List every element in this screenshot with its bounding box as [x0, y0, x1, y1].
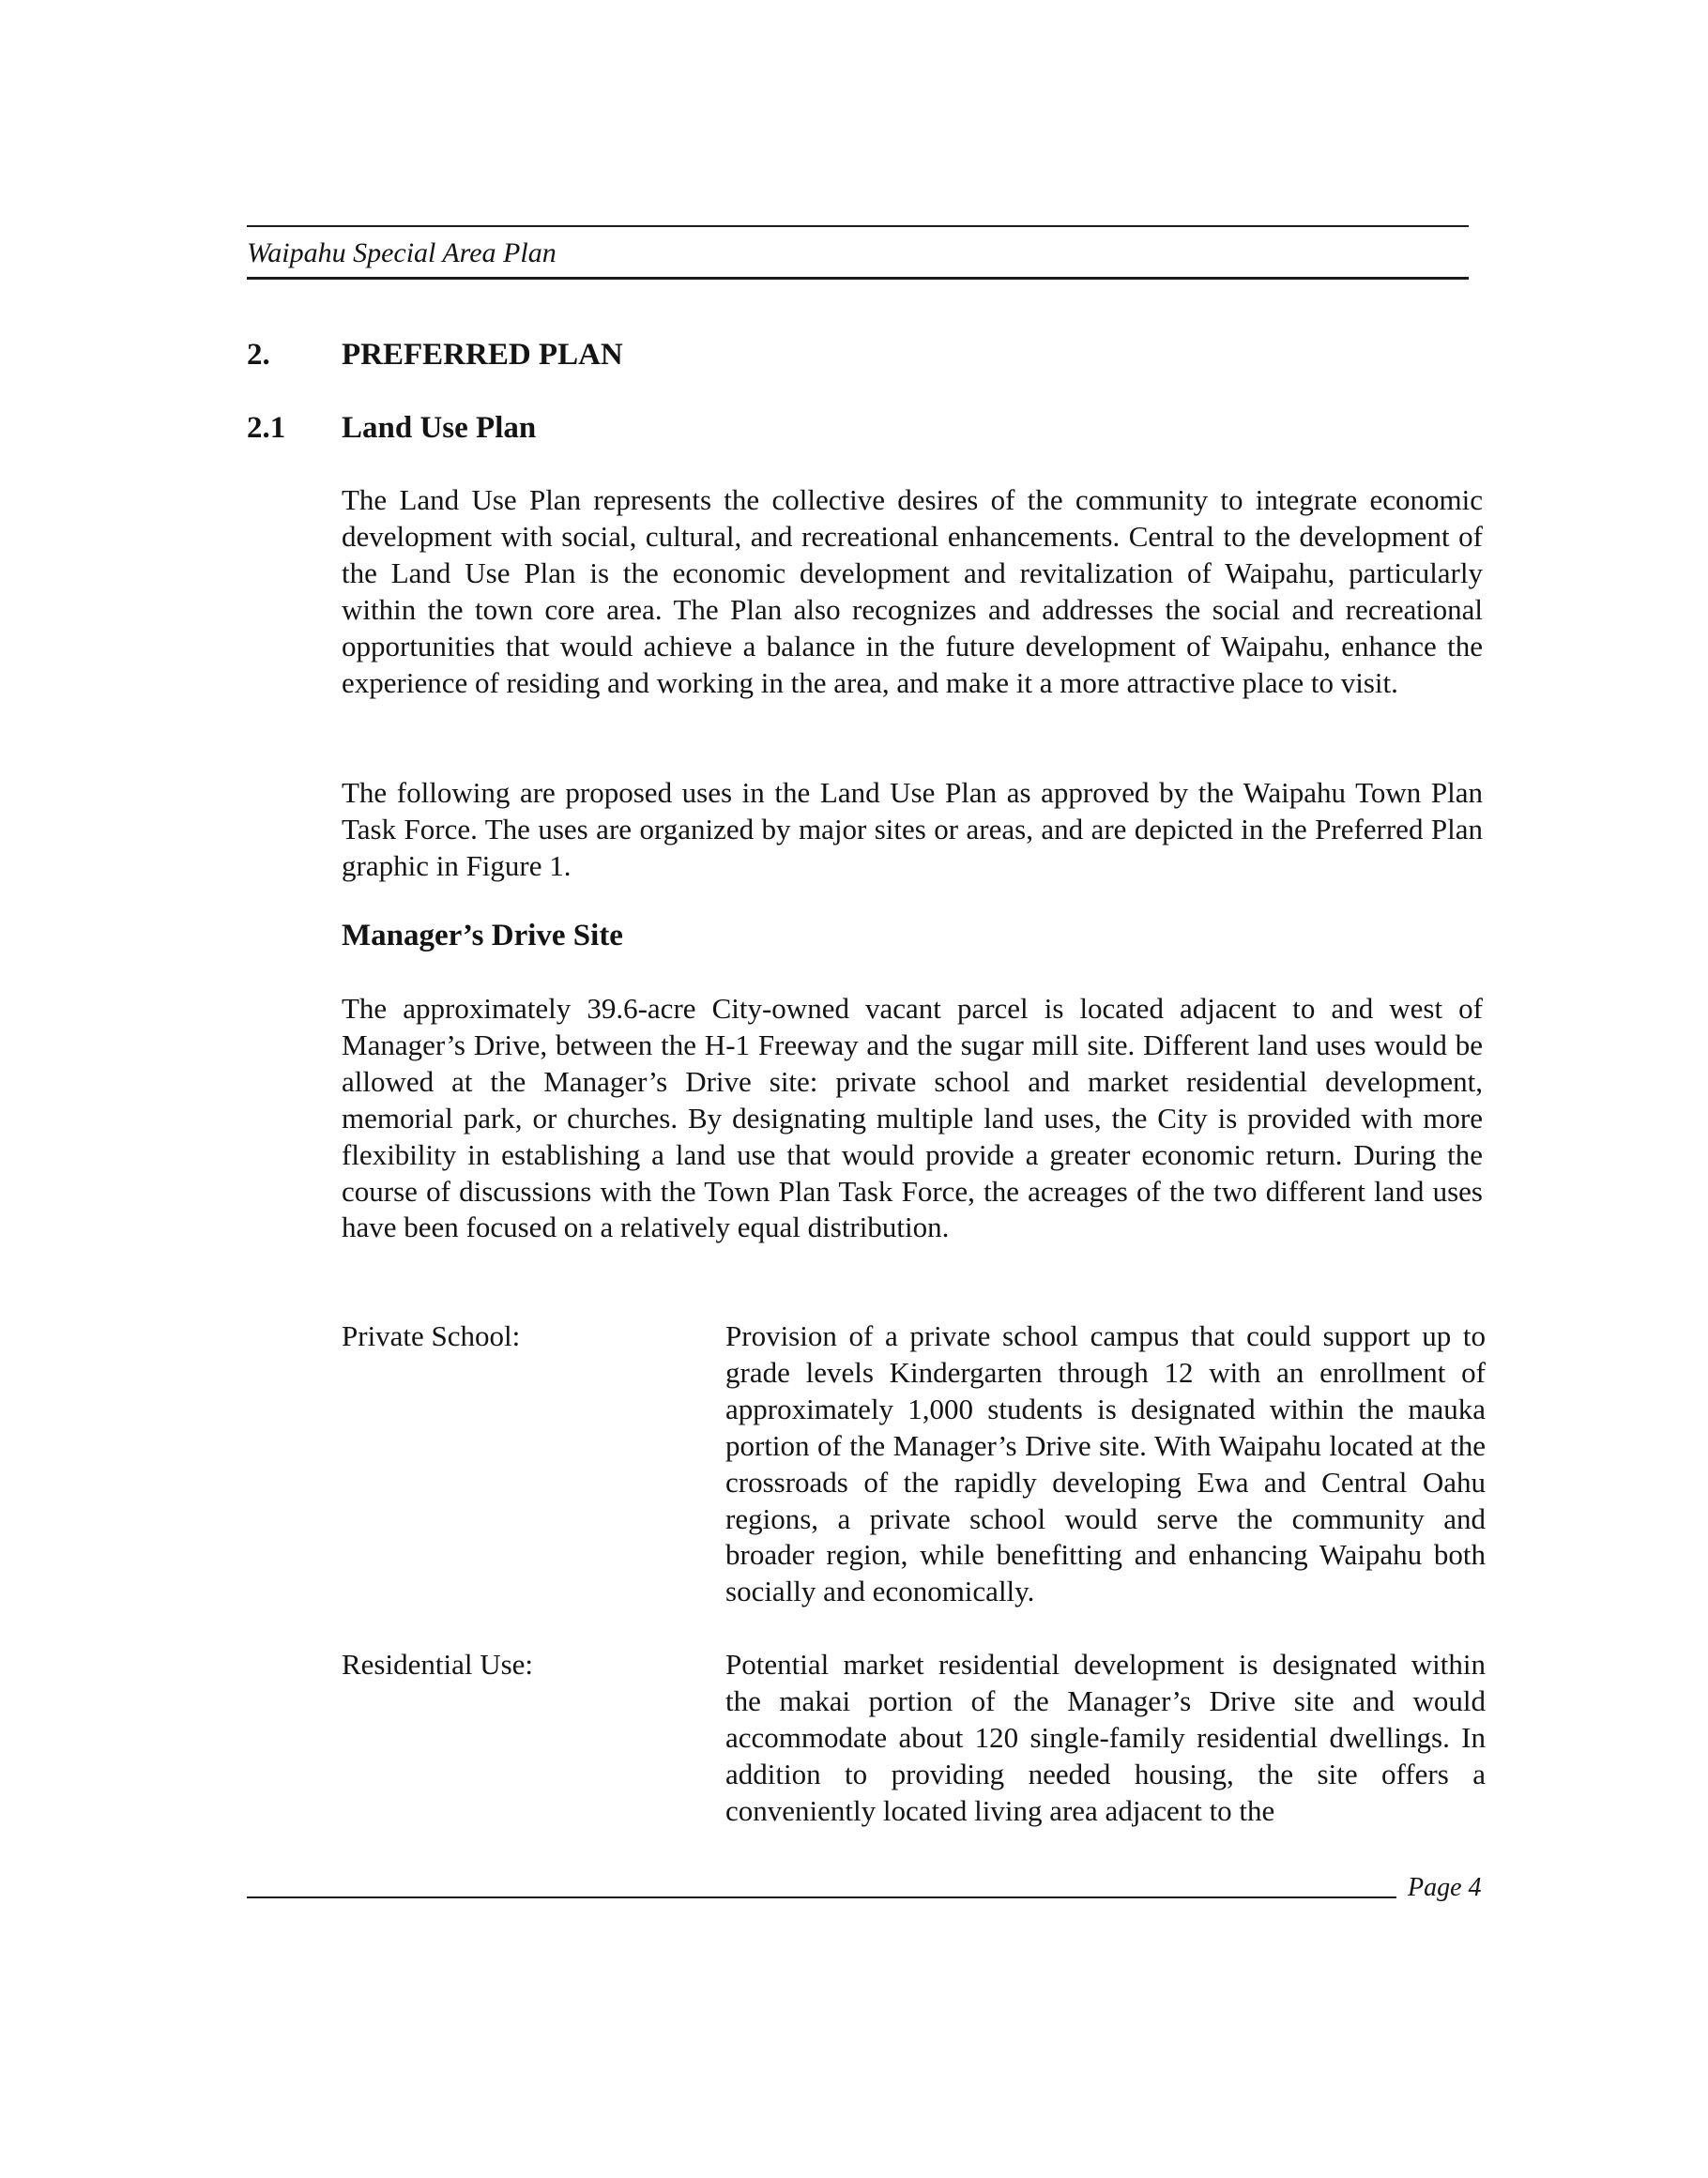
section-number: 2. [247, 338, 270, 372]
section-title: PREFERRED PLAN [342, 338, 623, 372]
header-bottom-rule [247, 277, 1469, 280]
running-header-title: Waipahu Special Area Plan [247, 237, 557, 268]
intro-paragraph: The Land Use Plan represents the collective desires of the community to integrate economic development with social, cultural, and recreational enhancements. Central to the development of the Land Use Plan is the economic development and revitalization of Waipahu, particularly within the town core area. The Plan also recognizes and addresses the social and recreational opportunities that would achieve a balance in the future development of Waipahu, enhance the experience of residing and working in the area, and make it a more attractive place to visit. [342, 483, 1483, 699]
managers-drive-heading: Manager’s Drive Site [342, 919, 623, 952]
footer-rule [247, 1896, 1396, 1898]
residential-use-term: Residential Use: [342, 1648, 534, 1681]
private-school-description: Provision of a private school campus that could support up to grade levels Kindergarten through 12 with an enrollment of approximately 1,000 students is designated within the mauka portion of the Manager’s Drive site. With Waipahu located at the crossroads of the rapidly developing Ewa and Central Oahu regions, a private school would serve the community and broader region, while benefitting and enhancing Waipahu both socially and economically. [725, 1319, 1486, 1608]
private-school-term: Private School: [342, 1319, 521, 1352]
header-top-rule [247, 225, 1469, 227]
residential-use-description: Potential market residential development is designated within the makai portion of the Manager’s Drive site and would accommodate about 120 single-family residential dwellings. In addition to providing needed housing, the site offers a conveniently located living area adjacent to the [725, 1648, 1486, 1827]
page-number: Page 4 [1408, 1873, 1482, 1902]
managers-drive-paragraph: The approximately 39.6-acre City-owned vacant parcel is located adjacent to and west of Manager’s Drive, between the H-1 Freeway and the sugar mill site. Different land uses would be allowed at the Manager’s Drive site: private school and market residential development, memorial park, or churches. By designating multiple land uses, the City is provided with more flexibility in establishing a land use that would provide a greater economic return. During the course of discussions with the Town Plan Task Force, the acreages of the two different land uses have been focused on a relatively equal distribution. [342, 992, 1483, 1244]
subsection-number: 2.1 [247, 411, 286, 445]
proposed-uses-paragraph: The following are proposed uses in the Land Use Plan as approved by the Waipahu Town Plan Task Force. The uses are organized by major sites or areas, and are depicted in the Preferred Plan graphic in Figure 1. [342, 776, 1483, 882]
subsection-title: Land Use Plan [342, 411, 537, 445]
